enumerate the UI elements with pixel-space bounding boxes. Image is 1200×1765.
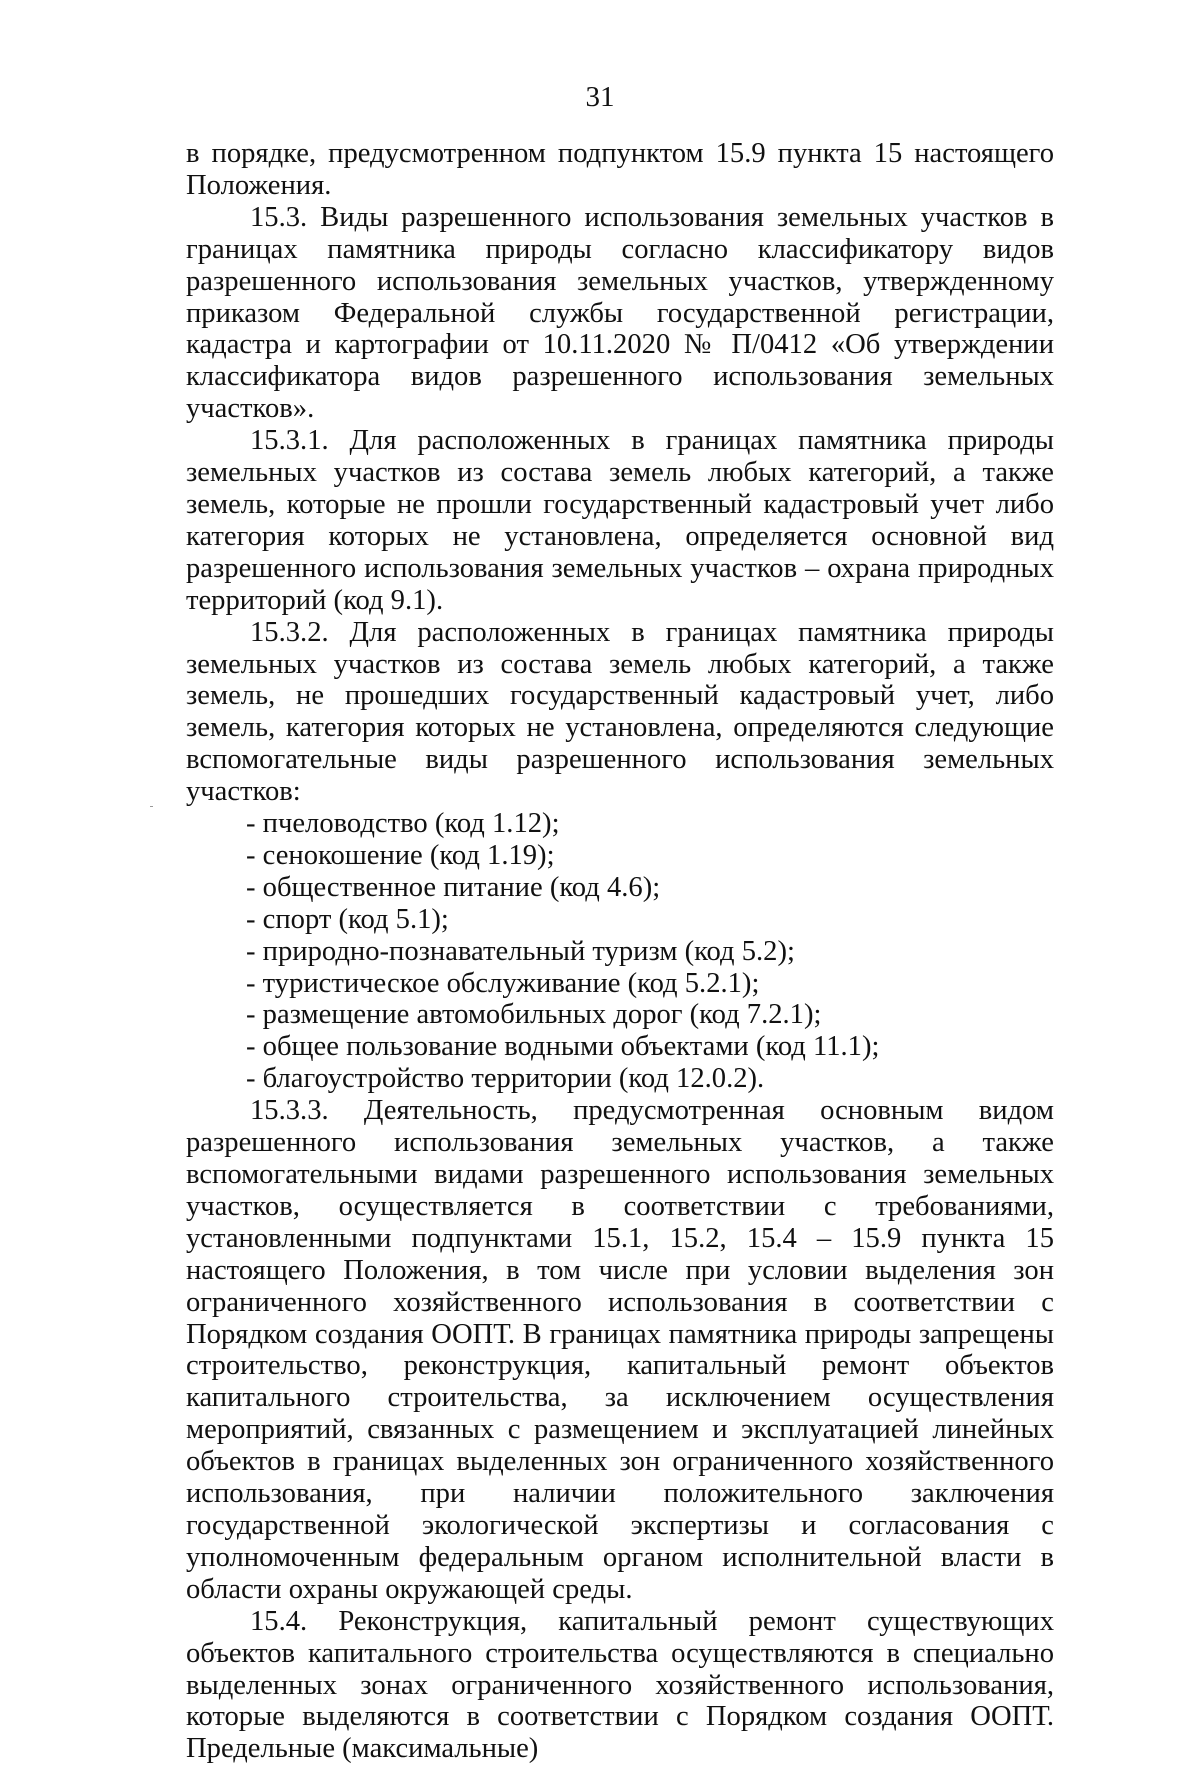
list-item: - общественное питание (код 4.6); [246, 871, 661, 903]
paragraph: 15.4. Реконструкция, капитальный ремонт существующих объектов капитального строительства осуществляются в специально выделенных зонах ограниченного хозяйственного использования, которые выделяются в соответствии с Порядком создания ООПТ. Предельные (максимальные) [186, 1605, 1054, 1765]
list-item: - спорт (код 5.1); [246, 903, 449, 935]
list-item: - природно-познавательный туризм (код 5.2); [246, 935, 795, 967]
list-item: - пчеловодство (код 1.12); [246, 808, 560, 840]
list-item: - сенокошение (код 1.19); [246, 839, 555, 871]
page-number: 31 [585, 81, 615, 113]
list-item: - туристическое обслуживание (код 5.2.1); [246, 967, 760, 999]
paragraph: 15.3.3. Деятельность, предусмотренная основным видом разрешенного использования земельных участков, а также вспомогательными видами разрешенного использования земельных участков, осуществляется в соответствии с требованиями, установленными подпунктами 15.1, 15.2, 15.4 – 15.9 пункта 15 настоящего Положения, в том числе при условии выделения зон ограниченного хозяйственного использования в соответствии с Порядком создания ООПТ. В границах памятника природы запрещены строительство, реконструкция, капитальный ремонт объектов капитального строительства, за исключением осуществления мероприятий, связанных с размещением и эксплуатацией линейных объектов в границах выделенных зон ограниченного хозяйственного использования, при наличии положительного заключения государственной экологической экспертизы и согласования с уполномоченным федеральным органом исполнительной власти в области охраны окружающей среды. [186, 1095, 1054, 1605]
scan-mark [150, 806, 153, 807]
list-item: - благоустройство территории (код 12.0.2). [246, 1063, 765, 1095]
list-item: - размещение автомобильных дорог (код 7.2.1); [246, 999, 822, 1031]
paragraph: 15.3.2. Для расположенных в границах памятника природы земельных участков из состава земель любых категорий, а также земель, не прошедших государственный кадастровый учет, либо земель, категория которых не установлена, определяются следующие вспомогательные виды разрешенного использования земельных участков: [186, 616, 1054, 808]
paragraph: в порядке, предусмотренном подпунктом 15.9 пункта 15 настоящего Положения. [186, 138, 1054, 201]
document-body [186, 138, 1054, 1765]
list-item: - общее пользование водными объектами (код 11.1); [246, 1031, 880, 1063]
paragraph: 15.3. Виды разрешенного использования земельных участков в границах памятника природы согласно классификатору видов разрешенного использования земельных участков, утвержденному приказом Федеральной службы государственной регистрации, кадастра и картографии от 10.11.2020 № П/0412 «Об утверждении классификатора видов разрешенного использования земельных участков». [186, 201, 1054, 425]
paragraph: 15.3.1. Для расположенных в границах памятника природы земельных участков из состава земель любых категорий, а также земель, которые не прошли государственный кадастровый учет либо категория которых не установлена, определяется основной вид разрешенного использования земельных участков – охрана природных территорий (код 9.1). [186, 425, 1054, 616]
